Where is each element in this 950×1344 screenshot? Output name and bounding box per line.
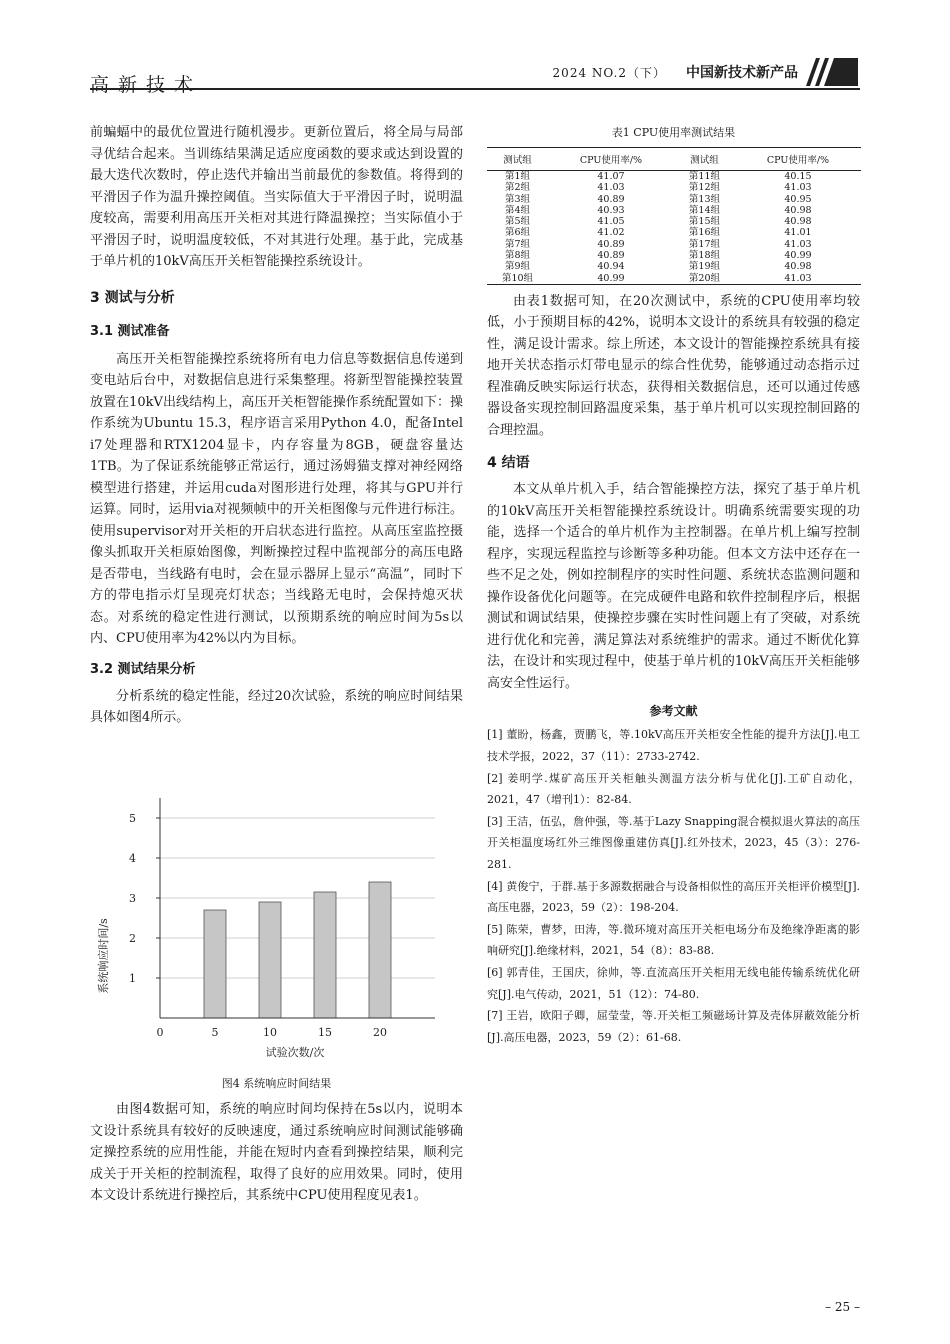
table-row: [487, 261, 861, 272]
y-tick-label: 3: [129, 892, 136, 905]
section-heading-4: 4 结语: [487, 455, 530, 472]
table-cell: 40.98: [784, 216, 812, 228]
issue-label: 2024 NO.2（下）: [552, 66, 666, 80]
page-number: – 25 –: [825, 1300, 860, 1314]
table-cell: 第6组: [504, 227, 531, 239]
left-column-bottom: [90, 1099, 463, 1207]
x-tick-label: 0: [156, 1026, 164, 1039]
chart-grid: [160, 818, 435, 978]
table-row: [487, 239, 861, 250]
bar-5: [204, 910, 226, 1018]
table-row: [487, 227, 861, 238]
table-cell: 第3组: [504, 193, 531, 205]
paragraph-table-analysis: 由表1数据可知，在20次测试中，系统的CPU使用率均较低，小于预期目标的42%，说明本文设计的系统具有较强的稳定性，满足设计需求。综上所述，本文设计的智能操控系统具有接地开关状态指示灯带电显示的综合性优势，能够通过动态指示过程准确反映实际运行状态，获得相关数据信息，还可以通过传感器设备实现控制回路温度采集，基于单片机可以实现控制回路的合理控温。: [487, 293, 860, 438]
table-cell: 40.99: [548, 273, 674, 285]
section-heading-3: 3 测试与分析: [90, 289, 175, 306]
table-cell: 第16组: [688, 227, 721, 239]
reference-item: [7] 王岩，欧阳子卿，屈莹莹，等.开关柜工频磁场计算及壳体屏蔽效能分析[J].高压电器，2023，59（2）：61-68.: [487, 1009, 860, 1044]
subsection-heading-3-1: 3.1 测试准备: [90, 323, 170, 339]
table-cell: 41.03: [597, 182, 625, 194]
table-row: [487, 250, 861, 261]
table-cell: 40.89: [597, 238, 625, 250]
chart-bars: [204, 882, 391, 1018]
table-cell: 第20组: [674, 273, 735, 285]
paragraph-conclusion: 本文从单片机入手，结合智能操控方法，探究了基于单片机的10kV高压开关柜智能操控系统设计。明确系统需要实现的功能，选择一个适合的单片机作为主控制器。在单片机上编写控制程序，实现远程监控与诊断等多种功能。但本文方法中还存在一些不足之处，例如控制程序的实时性问题、系统状态监测问题和操作设备优化问题等。在完成硬件电路和软件控制程序后，根据测试和调试结果，使操控步骤在实时性问题上有了突破，对系统进行优化和完善，满足算法对系统维护的需求。通过不断优化算法，在设计和实现过程中，使基于单片机的10kV高压开关柜能够高安全性运行。: [487, 482, 860, 691]
table-cell: 40.94: [597, 261, 625, 273]
table-header-row: [487, 148, 861, 171]
reference-item: [6] 郭青佳，王国庆，徐帅，等.直流高压开关柜用无线电能传输系统优化研究[J].电气传动，2021，51（12）：74-80.: [487, 966, 860, 1001]
x-tick-label: 5: [211, 1026, 219, 1039]
table-cell: 40.93: [597, 204, 625, 216]
table-header-cell: 测试组: [674, 148, 735, 171]
chart-axes: [156, 798, 435, 1018]
table-cell: 第12组: [688, 182, 721, 194]
bar-10: [259, 902, 281, 1018]
y-tick-label: 5: [129, 812, 136, 825]
reference-item: [5] 陈荣，曹梦，田涛，等.微环境对高压开关柜电场分布及绝缘净距离的影响研究[J].绝缘材料，2021，54（8）：83-88.: [487, 922, 860, 958]
table-header-cell: 测试组: [487, 148, 548, 171]
table-cell: 41.02: [597, 227, 625, 239]
header-rule: [90, 88, 860, 90]
left-column: [90, 122, 463, 729]
table-cell: 第5组: [504, 216, 531, 228]
table-row: [487, 273, 861, 285]
table-caption: 表1 CPU使用率测试结果: [611, 126, 736, 139]
bar-15: [314, 892, 336, 1018]
table-cell: 第17组: [688, 238, 721, 250]
table-cell: 40.89: [597, 250, 625, 262]
table-cell: 第7组: [504, 238, 531, 250]
chart-x-axis-label: 试验次数/次: [265, 1046, 325, 1059]
table-cell: 40.95: [784, 193, 812, 205]
table-row: [487, 171, 861, 183]
running-head: [553, 62, 798, 82]
journal-logo-icon: [806, 58, 862, 86]
table-cell: 第19组: [688, 261, 721, 273]
bar-20: [369, 882, 391, 1018]
right-column: [487, 124, 860, 1048]
subsection-heading-3-2: 3.2 测试结果分析: [90, 661, 196, 677]
table-row: [487, 205, 861, 216]
table-cell: 40.99: [784, 250, 812, 262]
y-tick-label: 2: [129, 932, 136, 945]
paragraph-intro: 前蝙蝠中的最优位置进行随机漫步。更新位置后，将全局与局部寻优结合起来。当训练结果满足适应度函数的要求或达到设置的最大迭代次数时，停止迭代并输出当前最优的参数值。将得到的平滑因子作为温升操控阈值。当实际值大于平滑因子时，说明温度较高，需要利用高压开关柜对其进行降温操控；当实际值小于平滑因子时，说明温度较低，不对其进行处理。基于此，完成基于单片机的10kV高压开关柜智能操控系统设计。: [90, 125, 463, 269]
table-cell: 第9组: [504, 261, 531, 273]
paragraph-3-2: 分析系统的稳定性能，经过20次试验，系统的响应时间结果具体如图4所示。: [90, 688, 463, 725]
chart-x-tick-labels: [157, 1026, 388, 1039]
table-cell: 第10组: [487, 273, 548, 285]
reference-item: [2] 姜明学.煤矿高压开关柜触头测温方法分析与优化[J].工矿自动化，2021，47（增刊1）：82-84.: [487, 771, 860, 807]
journal-title: 中国新技术新产品: [686, 65, 798, 81]
references-title: 参考文献: [649, 704, 698, 719]
chart-y-tick-labels: [129, 812, 136, 985]
table-cell: 40.98: [784, 261, 812, 273]
x-tick-label: 20: [373, 1026, 387, 1039]
table-row: [487, 182, 861, 193]
figure-caption: 图4 系统响应时间结果: [221, 1077, 332, 1090]
table-cell: 第14组: [688, 204, 721, 216]
table-cell: 40.15: [784, 171, 812, 182]
table-cell: 第18组: [688, 250, 721, 262]
table-cell: 41.05: [597, 216, 625, 228]
table-header-cell: CPU使用率/%: [548, 148, 674, 171]
table-cell: 41.03: [784, 238, 812, 250]
table-cell: 第15组: [688, 216, 721, 228]
running-head-section: 高新技术: [90, 74, 203, 96]
table-cell: 第13组: [688, 193, 721, 205]
table-row: [487, 194, 861, 205]
table-cell: 40.89: [597, 193, 625, 205]
table-cell: 第11组: [688, 171, 721, 182]
table-header-cell: CPU使用率/%: [735, 148, 861, 171]
table-body: [487, 171, 861, 285]
table-row: [487, 216, 861, 227]
y-tick-label: 4: [129, 852, 136, 865]
paragraph-after-figure: 由图4数据可知，系统的响应时间均保持在5s以内，说明本文设计系统具有较好的反映速度，通过系统响应时间测试能够确定操控系统的应用性能，并能在短时内查看到操控结果，顺利完成关于开关柜的控制流程，取得了良好的应用效果。同时，使用本文设计系统进行操控后，其系统中CPU使用程度见表1。: [90, 1102, 463, 1203]
x-tick-label: 15: [318, 1026, 332, 1039]
paragraph-3-1: 高压开关柜智能操控系统将所有电力信息等数据信息传递到变电站后台中，对数据信息进行采集整理。将新型智能操控装置放置在10kV出线结构上，高压开关柜智能操作系统配置如下：操作系统为Ubuntu 15.3，程序语言采用Python 4.0，配备Intel i7处理器和RTX1204显卡，内存容量为8GB，硬盘容量达1TB。为了保证系统能够正常运行，通过汤姆猫支撑对神经网络模型进行搭建，并运用cuda对图形进行处理，将其与GPU并行运算。同时，运用via对视频帧中的开关柜图像与元件进行标注。使用supervisor对开关柜的开启状态进行监控。从高压室监控摄像头抓取开关柜原始图像，判断操控过程中监视部分的高压电路是否带电，当线路有电时，会在显示器屏上显示“高温”，同时下方的带电指示灯呈现亮灯状态；当线路无电时，会保持熄灭状态。对系统的稳定性进行测试，以预期系统的响应时间为5s以内、CPU使用率为42%以内为目标。: [90, 351, 463, 646]
table-cell: 41.03: [784, 182, 812, 194]
response-time-chart: [90, 786, 463, 1066]
table-cell: 第8组: [504, 250, 531, 262]
reference-item: [1] 董盼，杨鑫，贾鹏飞，等.10kV高压开关柜安全性能的提升方法[J].电工技术学报，2022，37（11）：2733-2742.: [487, 728, 860, 764]
table-cell: 41.03: [735, 273, 861, 285]
table-cell: 41.07: [597, 171, 625, 182]
reference-item: [4] 黄俊宁，于群.基于多源数据融合与设备相似性的高压开关柜评价模型[J].高压电器，2023，59（2）：198-204.: [487, 879, 860, 915]
table-cell: 第1组: [504, 171, 531, 182]
table-cell: 40.98: [784, 204, 812, 216]
table-cell: 第4组: [504, 204, 531, 216]
x-tick-label: 10: [263, 1026, 277, 1039]
table-cell: 第2组: [504, 182, 531, 194]
table-cell: 41.01: [784, 227, 812, 239]
cpu-usage-table: [487, 147, 861, 285]
y-tick-label: 1: [129, 972, 136, 985]
reference-item: [3] 王洁，伍弘，詹仲强，等.基于Lazy Snapping混合模拟退火算法的高压开关柜温度场红外三维图像重建仿真[J].红外技术，2023，45（3）：276-281.: [487, 814, 860, 872]
chart-y-axis-label: 系统响应时间/s: [97, 918, 110, 994]
references-list: [487, 724, 860, 1048]
